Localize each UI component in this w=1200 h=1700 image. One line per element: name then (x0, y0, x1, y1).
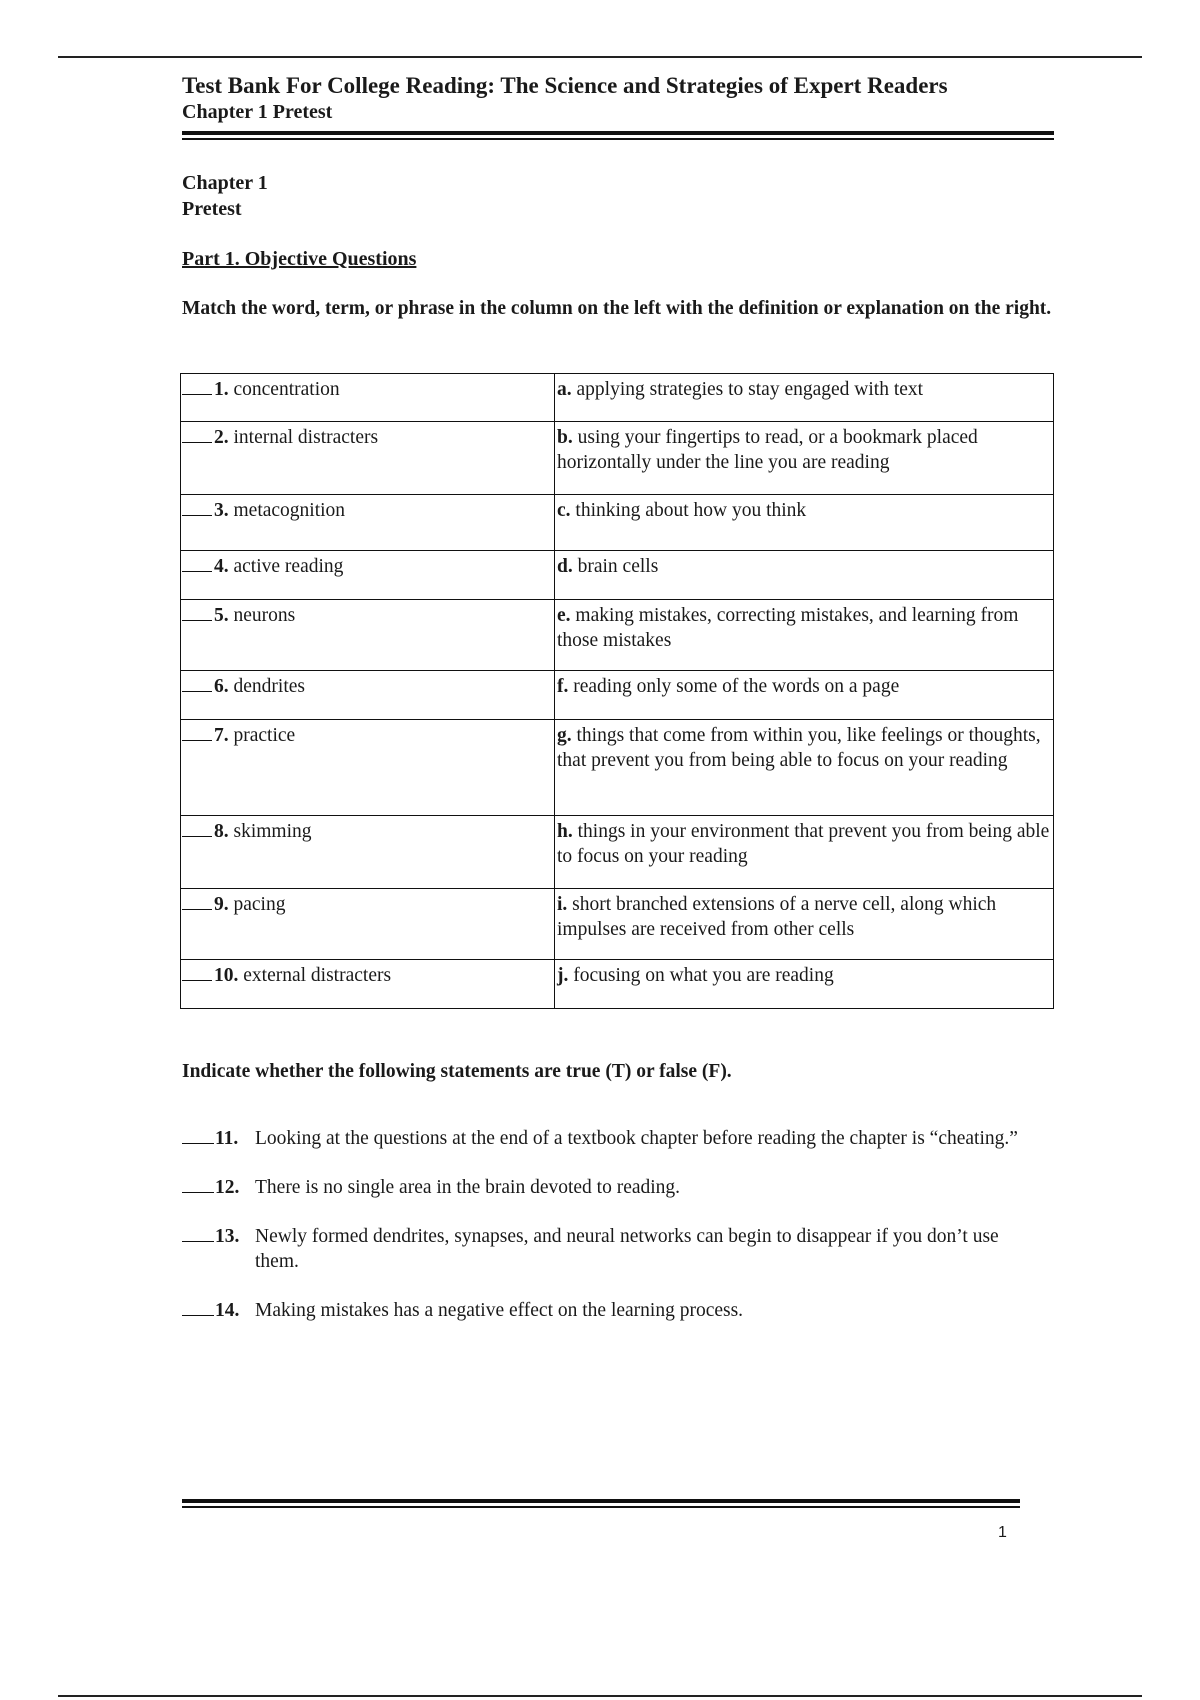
definition-letter: c. (557, 500, 571, 521)
page-number: 1 (998, 1524, 1007, 1541)
term-number: 8. (214, 821, 229, 842)
matching-instruction: Match the word, term, or phrase in the column on the left with the definition or explanation on the right. (182, 298, 1052, 319)
matching-definition-cell (555, 671, 1054, 720)
definition-letter: g. (557, 725, 572, 746)
term-text: dendrites (233, 676, 305, 697)
definition-text: things in your environment that prevent you from being able to focus on your reading (557, 821, 1050, 867)
matching-term-cell (181, 422, 555, 495)
chapter-name: Pretest (182, 198, 242, 220)
question-text: Looking at the questions at the end of a textbook chapter before reading the chapter is “cheating.” (255, 1128, 1018, 1149)
question-number: 11. (215, 1128, 239, 1149)
true-false-list (182, 1126, 1054, 1323)
definition-letter: a. (557, 379, 572, 400)
definition-text: things that come from within you, like feelings or thoughts, that prevent you from being able to focus on your reading (557, 725, 1041, 771)
matching-definition-cell (555, 495, 1054, 551)
answer-blank[interactable] (182, 674, 212, 692)
question-number: 13. (215, 1226, 240, 1247)
matching-term-cell (181, 551, 555, 600)
answer-blank[interactable] (182, 1175, 214, 1193)
term-text: internal distracters (233, 427, 379, 448)
definition-letter: j. (557, 965, 569, 986)
answer-blank[interactable] (182, 819, 212, 837)
true-false-item (182, 1175, 1054, 1200)
term-number: 9. (214, 894, 229, 915)
matching-row (181, 960, 1054, 1009)
definition-text: applying strategies to stay engaged with text (576, 379, 924, 400)
term-number: 10. (214, 965, 239, 986)
matching-table (180, 373, 1054, 1009)
matching-row (181, 422, 1054, 495)
term-text: pacing (233, 894, 286, 915)
matching-term-cell (181, 374, 555, 422)
answer-blank[interactable] (182, 377, 212, 395)
answer-blank[interactable] (182, 425, 212, 443)
definition-text: reading only some of the words on a page (573, 676, 900, 697)
matching-row (181, 720, 1054, 816)
header-double-rule (182, 131, 1054, 140)
definition-letter: i. (557, 894, 568, 915)
matching-definition-cell (555, 720, 1054, 816)
part-heading: Part 1. Objective Questions (182, 248, 417, 270)
term-text: concentration (233, 379, 340, 400)
term-text: external distracters (243, 965, 392, 986)
true-false-item (182, 1298, 1054, 1323)
term-text: skimming (233, 821, 312, 842)
question-text: There is no single area in the brain devoted to reading. (255, 1177, 681, 1198)
term-number: 3. (214, 500, 229, 521)
term-text: active reading (233, 556, 344, 577)
true-false-instruction: Indicate whether the following statements are true (T) or false (F). (182, 1061, 732, 1082)
chapter-label: Chapter 1 (182, 172, 268, 194)
true-false-item (182, 1224, 1054, 1274)
answer-blank[interactable] (182, 963, 212, 981)
question-number: 12. (215, 1177, 240, 1198)
document-page (182, 72, 1054, 1347)
header-title: Test Bank For College Reading: The Science and Strategies of Expert Readers (182, 73, 948, 98)
page-bottom-rule (58, 1695, 1142, 1697)
document-header (182, 72, 1054, 140)
answer-blank[interactable] (182, 498, 212, 516)
matching-row (181, 374, 1054, 422)
answer-blank[interactable] (182, 723, 212, 741)
definition-letter: h. (557, 821, 573, 842)
definition-text: thinking about how you think (575, 500, 807, 521)
matching-definition-cell (555, 551, 1054, 600)
header-subtitle: Chapter 1 Pretest (182, 101, 333, 123)
matching-term-cell (181, 720, 555, 816)
definition-letter: d. (557, 556, 573, 577)
definition-letter: b. (557, 427, 573, 448)
matching-definition-cell (555, 374, 1054, 422)
matching-term-cell (181, 600, 555, 671)
term-text: practice (233, 725, 296, 746)
matching-row (181, 671, 1054, 720)
page-top-rule (58, 56, 1142, 58)
term-number: 5. (214, 605, 229, 626)
matching-term-cell (181, 671, 555, 720)
definition-text: focusing on what you are reading (573, 965, 834, 986)
definition-text: using your fingertips to read, or a bookmark placed horizontally under the line you are reading (557, 427, 978, 473)
answer-blank[interactable] (182, 554, 212, 572)
term-number: 2. (214, 427, 229, 448)
chapter-heading (182, 170, 1054, 222)
answer-blank[interactable] (182, 1298, 214, 1316)
answer-blank[interactable] (182, 603, 212, 621)
answer-blank[interactable] (182, 1126, 214, 1144)
definition-text: making mistakes, correcting mistakes, and learning from those mistakes (557, 605, 1019, 651)
true-false-item (182, 1126, 1054, 1151)
term-number: 1. (214, 379, 229, 400)
question-text: Making mistakes has a negative effect on the learning process. (255, 1300, 744, 1321)
term-number: 7. (214, 725, 229, 746)
answer-blank[interactable] (182, 892, 212, 910)
matching-row (181, 600, 1054, 671)
answer-blank[interactable] (182, 1224, 214, 1242)
matching-term-cell (181, 960, 555, 1009)
term-text: metacognition (233, 500, 346, 521)
matching-definition-cell (555, 422, 1054, 495)
matching-term-cell (181, 816, 555, 889)
matching-definition-cell (555, 889, 1054, 960)
definition-letter: f. (557, 676, 569, 697)
question-text: Newly formed dendrites, synapses, and neural networks can begin to disappear if you don’t use them. (255, 1226, 999, 1272)
definition-text: short branched extensions of a nerve cell, along which impulses are received from other cells (557, 894, 997, 940)
matching-row (181, 816, 1054, 889)
matching-definition-cell (555, 600, 1054, 671)
footer-double-rule (182, 1499, 1020, 1508)
term-number: 4. (214, 556, 229, 577)
matching-term-cell (181, 889, 555, 960)
matching-row (181, 889, 1054, 960)
term-text: neurons (233, 605, 296, 626)
matching-definition-cell (555, 816, 1054, 889)
definition-text: brain cells (577, 556, 659, 577)
matching-term-cell (181, 495, 555, 551)
matching-definition-cell (555, 960, 1054, 1009)
term-number: 6. (214, 676, 229, 697)
matching-row (181, 495, 1054, 551)
definition-letter: e. (557, 605, 571, 626)
question-number: 14. (215, 1300, 240, 1321)
matching-row (181, 551, 1054, 600)
